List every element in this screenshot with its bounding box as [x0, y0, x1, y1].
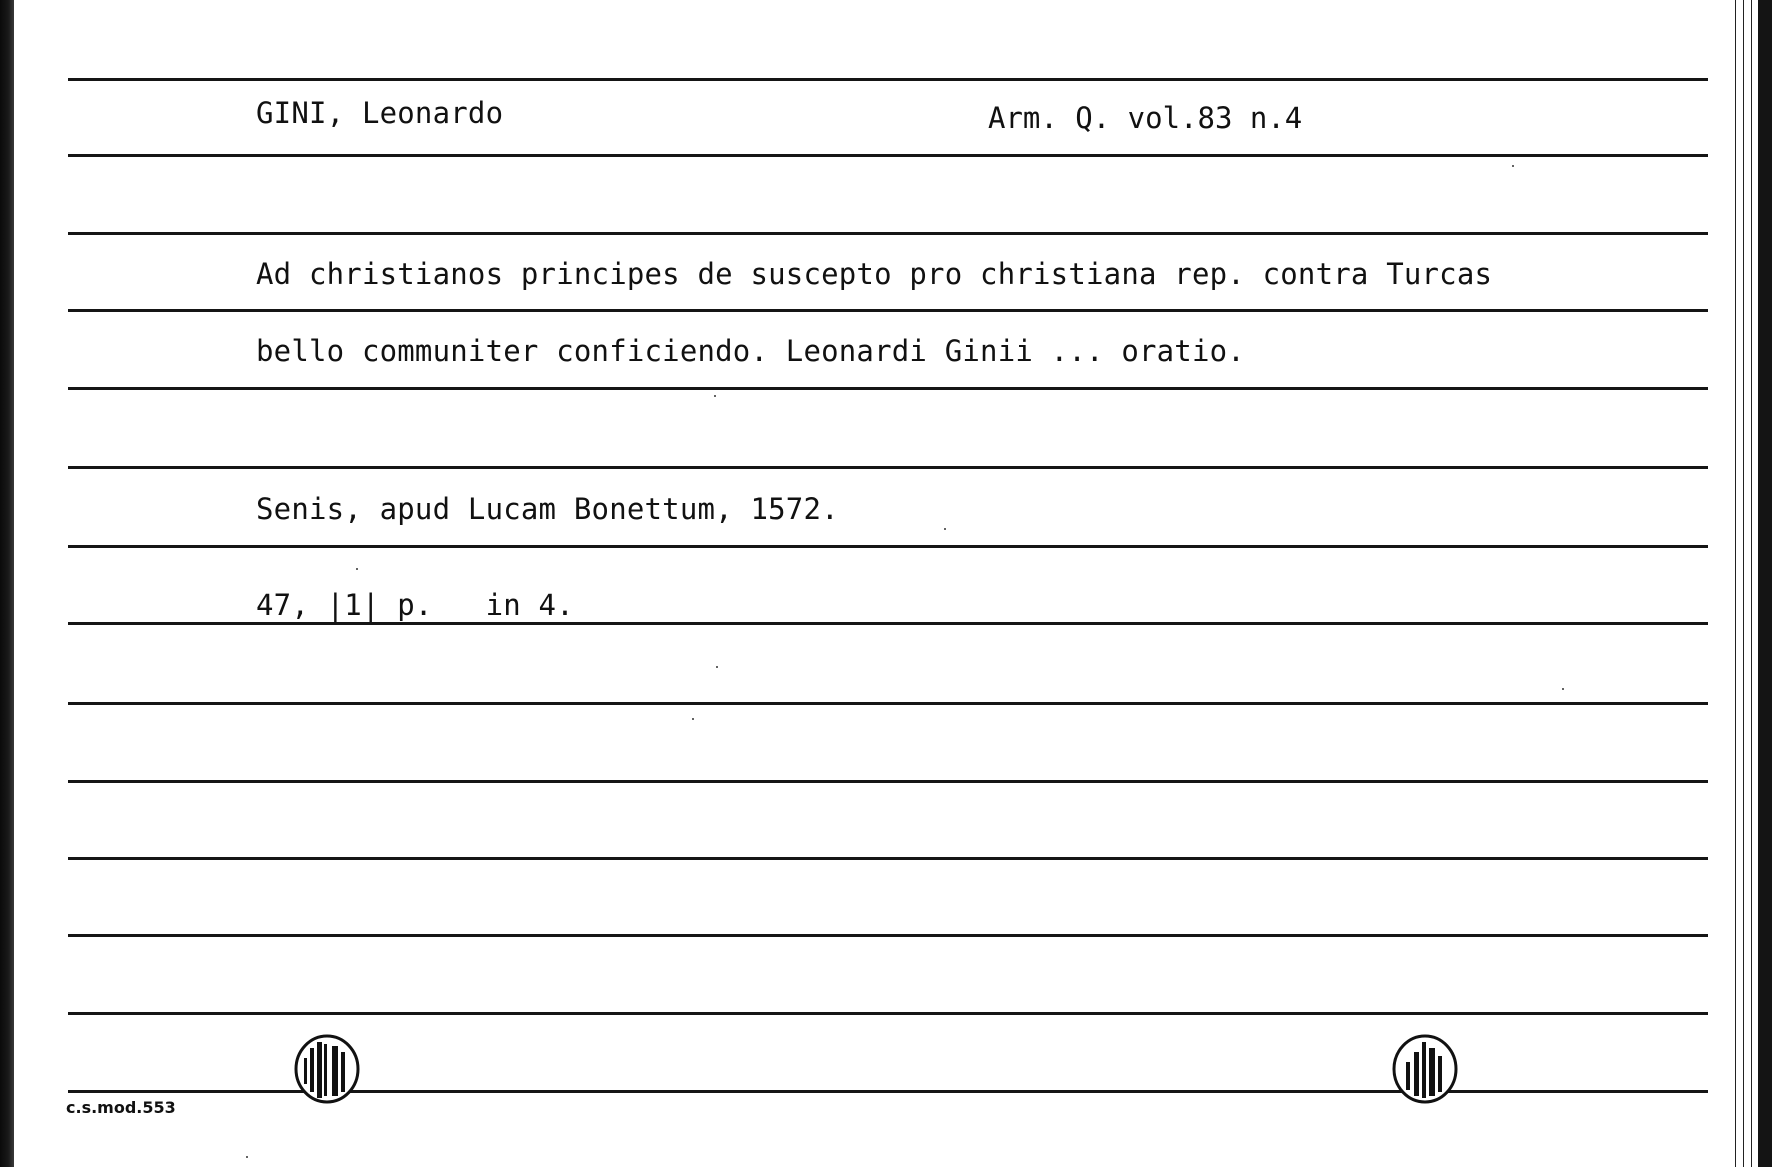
imprint: Senis, apud Lucam Bonettum, 1572.	[256, 492, 839, 526]
title-line-2: bello communiter conficiendo. Leonardi Ginii ... oratio.	[256, 334, 1245, 368]
ruled-line	[68, 78, 1708, 81]
scan-speck	[944, 528, 946, 530]
form-code: c.s.mod.553	[66, 1098, 176, 1117]
ruled-line	[68, 1012, 1708, 1015]
punch-hole-icon	[294, 1034, 360, 1104]
punch-hole-icon	[1392, 1034, 1458, 1104]
ruled-line	[68, 545, 1708, 548]
ruled-line	[68, 934, 1708, 937]
ruled-line	[68, 622, 1708, 625]
ruled-line	[68, 154, 1708, 157]
scan-speck	[716, 666, 718, 668]
collation: 47, |1| p. in 4.	[256, 588, 574, 622]
scan-speck	[1562, 688, 1564, 690]
ruled-line	[68, 387, 1708, 390]
scan-speck	[246, 1156, 248, 1158]
title-line-1: Ad christianos principes de suscepto pro christiana rep. contra Turcas	[256, 257, 1493, 291]
ruled-line	[68, 857, 1708, 860]
scan-speck	[356, 568, 358, 570]
call-number: Arm. Q. vol.83 n.4	[988, 101, 1303, 135]
scan-edge-right	[1732, 0, 1772, 1167]
scan-edge-left	[0, 0, 14, 1167]
ruled-line	[68, 309, 1708, 312]
scan-speck	[1512, 165, 1514, 167]
ruled-line	[68, 466, 1708, 469]
author-heading: GINI, Leonardo	[256, 96, 504, 130]
ruled-line	[68, 702, 1708, 705]
ruled-line	[68, 780, 1708, 783]
scan-speck	[714, 395, 716, 397]
ruled-line	[68, 232, 1708, 235]
catalog-card	[14, 0, 1732, 1167]
scan-speck	[692, 718, 694, 720]
